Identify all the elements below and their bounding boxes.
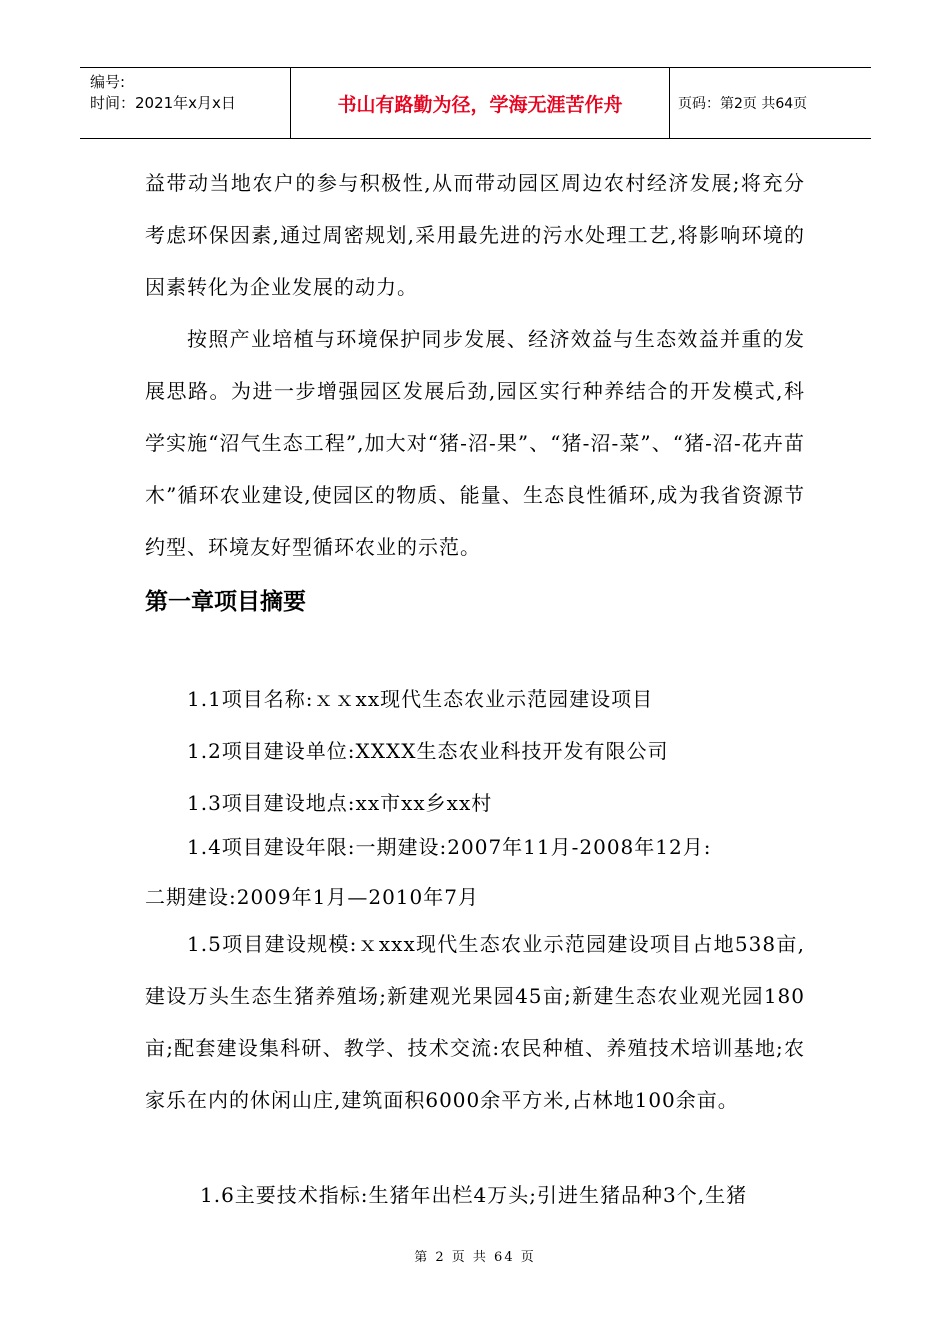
- document-date-label: 时间：2021年x月x日: [90, 94, 236, 112]
- document-number-label: 编号:: [90, 73, 126, 91]
- item-construction-scale: 1.5项目建设规模:ｘxxx现代生态农业示范园建设项目占地538亩,建设万头生态生猪养殖场;新建观光果园45亩;新建生态农业观光园180亩;配套建设集科研、教学、技术交流:农民种植、养殖技术培训基地;农家乐在内的休闲山庄,建筑面积6000余平方米,占林地100余亩。: [145, 932, 805, 1112]
- item-construction-period: 1.4项目建设年限:一期建设:2007年11月-2008年12月:: [187, 835, 712, 859]
- item-location: 1.3项目建设地点:xx市xx乡xx村: [187, 791, 493, 815]
- item-technical-indicators: 1.6主要技术指标:生猪年出栏4万头;引进生猪品种3个,生猪: [200, 1183, 748, 1207]
- chapter-title: 第一章项目摘要: [145, 589, 306, 615]
- header-page-info: 页码：第2页 共64页: [678, 96, 808, 112]
- item-project-name: 1.1项目名称:ｘｘxx现代生态农业示范园建设项目: [187, 687, 654, 711]
- paragraph-2: 按照产业培植与环境保护同步发展、经济效益与生态效益并重的发展思路。为进一步增强园区发展后劲,园区实行种养结合的开发模式,科学实施“沼气生态工程”,加大对“猪-沼-果”、“猪-沼-菜”、“猪-沼-花卉苗木”循环农业建设,使园区的物质、能量、生态良性循环,成为我省资源节约型、环境友好型循环农业的示范。: [145, 327, 805, 559]
- item-construction-period-phase2: 二期建设:2009年1月—2010年7月: [145, 885, 479, 909]
- header-left-cell: [80, 68, 291, 138]
- page-footer: 第 2 页 共 64 页: [414, 1250, 536, 1265]
- item-construction-unit: 1.2项目建设单位:XXXX生态农业科技开发有限公司: [187, 739, 669, 763]
- page-header: [80, 67, 871, 139]
- paragraph-1: 益带动当地农户的参与积极性,从而带动园区周边农村经济发展;将充分考虑环保因素,通过周密规划,采用最先进的污水处理工艺,将影响环境的因素转化为企业发展的动力。: [145, 171, 805, 299]
- header-motto: 书山有路勤为径，学海无涯苦作舟: [291, 68, 670, 138]
